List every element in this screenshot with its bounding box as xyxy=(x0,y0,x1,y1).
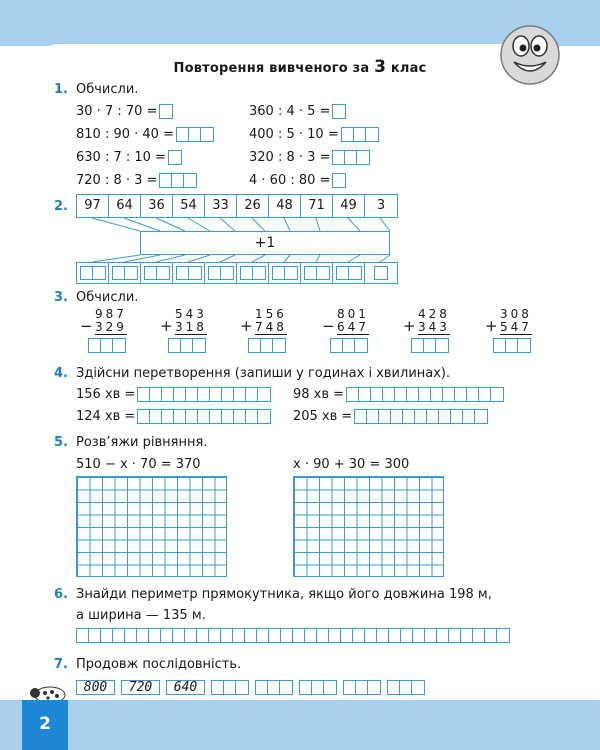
task6-text-line1: Знайди периметр прямокутника, якщо його довжина 198 м, xyxy=(76,587,492,602)
task1-expr: 400 : 5 · 10 = xyxy=(249,127,379,142)
sequence-term: 800 xyxy=(76,680,115,695)
page-number: 2 xyxy=(22,700,68,750)
task1-expr: 320 : 8 · 3 = xyxy=(249,150,370,165)
answer-cells[interactable] xyxy=(112,266,138,280)
answer-cells[interactable] xyxy=(168,338,206,353)
number-cell: 64 xyxy=(109,195,141,217)
task3-label: Обчисли. xyxy=(76,290,139,305)
answer-cells[interactable] xyxy=(240,266,266,280)
equation-1: 510 − x · 70 = 370 xyxy=(76,457,201,472)
page-title: Повторення вивченого за 3 клас xyxy=(173,57,427,77)
sequence-term: 720 xyxy=(121,680,160,695)
conversion-row: 98 хв = xyxy=(293,387,504,402)
answer-cells[interactable] xyxy=(76,628,510,643)
task5-number: 5. xyxy=(54,435,68,450)
number-cell: 3 xyxy=(376,198,386,213)
sequence-term: 640 xyxy=(166,680,205,695)
task7-number: 7. xyxy=(54,657,68,672)
number-cell: 36 xyxy=(141,195,173,217)
answer-cells[interactable] xyxy=(255,680,293,695)
equation-2: x · 90 + 30 = 300 xyxy=(293,457,410,472)
task6-text-line2: а ширина — 135 м. xyxy=(76,608,206,623)
answer-cells[interactable] xyxy=(80,266,106,280)
task5-label: Розв’яжи рівняння. xyxy=(76,435,208,450)
conversion-row: 156 хв = xyxy=(76,387,271,402)
answer-cells[interactable] xyxy=(387,680,425,695)
answer-cells[interactable] xyxy=(411,338,449,353)
task1-expr: 4 · 60 : 80 = xyxy=(249,173,346,188)
answer-cells[interactable] xyxy=(144,266,170,280)
answer-cells[interactable] xyxy=(493,338,531,353)
conversion-row: 124 хв = xyxy=(76,409,271,424)
connector-lines xyxy=(0,0,600,300)
answer-cells[interactable] xyxy=(304,266,330,280)
results-row xyxy=(76,262,398,284)
sequence-row xyxy=(76,680,425,695)
task1-label: Обчисли. xyxy=(76,82,139,97)
numbers-row xyxy=(76,194,398,218)
task4-number: 4. xyxy=(54,366,68,381)
number-cell: 97 xyxy=(77,195,109,217)
task1-expr: 720 : 8 · 3 = xyxy=(76,173,197,188)
number-cell: 49 xyxy=(333,195,365,217)
answer-cells[interactable] xyxy=(272,266,298,280)
answer-cells[interactable] xyxy=(88,338,126,353)
number-cell: 54 xyxy=(173,195,205,217)
solution-grid-2[interactable] xyxy=(293,476,444,577)
answer-cells[interactable] xyxy=(374,266,388,280)
task6-number: 6. xyxy=(54,587,68,602)
answer-cells[interactable] xyxy=(299,680,337,695)
answer-cells[interactable] xyxy=(248,338,286,353)
answer-cells[interactable] xyxy=(211,680,249,695)
number-cell: 48 xyxy=(269,195,301,217)
answer-cells[interactable] xyxy=(137,409,271,424)
task7-label: Продовж послідовність. xyxy=(76,657,242,672)
answer-cells[interactable] xyxy=(208,266,234,280)
task1-expr: 30 · 7 : 70 = xyxy=(76,104,173,119)
task1-expr: 810 : 90 · 40 = xyxy=(76,127,214,142)
conversion-row: 205 хв = xyxy=(293,409,488,424)
answer-cells[interactable] xyxy=(137,387,271,402)
number-cell: 71 xyxy=(301,195,333,217)
task1-expr: 630 : 7 : 10 = xyxy=(76,150,182,165)
number-cell: 33 xyxy=(205,195,237,217)
answer-cells[interactable] xyxy=(176,266,202,280)
answer-cells[interactable] xyxy=(346,387,504,402)
number-cell: 26 xyxy=(237,195,269,217)
answer-cells[interactable] xyxy=(354,409,488,424)
task1-expr: 360 : 4 · 5 = xyxy=(249,104,346,119)
answer-cells[interactable] xyxy=(336,266,362,280)
task4-label: Здійсни перетворення (запиши у годинах і хвилинах). xyxy=(76,366,451,381)
answer-cells[interactable] xyxy=(330,338,368,353)
task1-number: 1. xyxy=(54,82,68,97)
solution-grid-1[interactable] xyxy=(76,476,227,577)
task2-number: 2. xyxy=(54,199,68,214)
operation-box: +1 xyxy=(140,231,390,255)
answer-cells[interactable] xyxy=(343,680,381,695)
bottom-band xyxy=(0,700,600,750)
task3-number: 3. xyxy=(54,290,68,305)
